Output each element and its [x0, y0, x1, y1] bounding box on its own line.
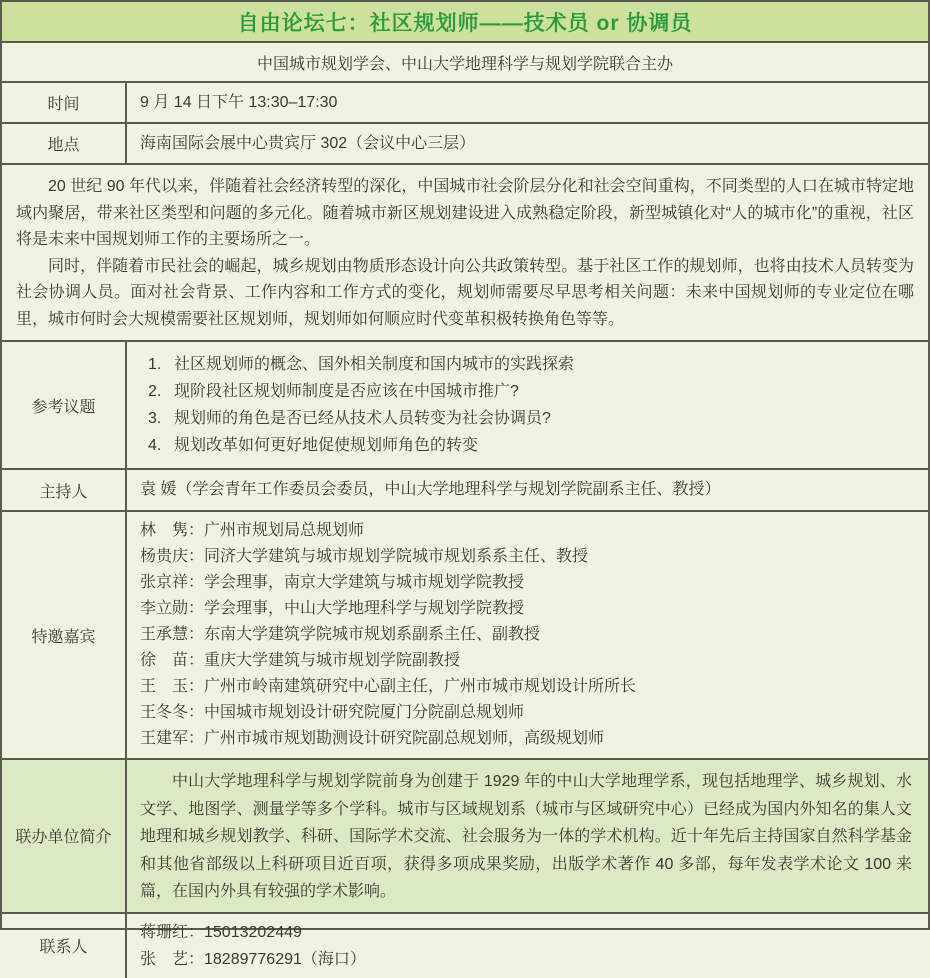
organizer-cell	[2, 43, 928, 81]
contact-item: 张 艺：18289776291（海口）	[140, 950, 366, 968]
host-label: 主持人	[2, 470, 127, 510]
guest-item: 王承慧：东南大学建筑学院城市规划系副系主任、副教授	[140, 626, 541, 643]
guests-label: 特邀嘉宾	[2, 512, 127, 758]
guest-item: 王冬冬：中国城市规划设计研究院厦门分院副总规划师	[140, 704, 525, 721]
guest-item: 王 玉：广州市岭南建筑研究中心副主任，广州市城市规划设计所所长	[140, 678, 637, 695]
contacts-row	[2, 914, 928, 978]
topic-text: 规划师的角色是否已经从技术人员转变为社会协调员?	[174, 410, 551, 427]
topic-text: 社区规划师的概念、国外相关制度和国内城市的实践探索	[174, 356, 575, 373]
org-intro-label: 联办单位简介	[2, 760, 127, 912]
page-title: 自由论坛七：社区规划师——技术员 or 协调员	[237, 11, 693, 35]
guests-row	[2, 512, 928, 760]
topic-text: 规划改革如何更好地促使规划师角色的转变	[174, 437, 479, 454]
guest-item: 林 隽：广州市规划局总规划师	[140, 522, 365, 539]
venue-value: 海南国际会展中心贵宾厅 302（会议中心三层）	[140, 134, 476, 152]
topic-number: 1.	[148, 356, 162, 373]
topics-row	[2, 342, 928, 470]
org-intro-cell	[127, 760, 928, 912]
topic-number: 2.	[148, 383, 162, 400]
time-value: 9 月 14 日下午 13:30–17:30	[140, 93, 338, 111]
intro-row	[2, 165, 928, 342]
guest-item: 王建军：广州市城市规划勘测设计研究院副总规划师，高级规划师	[140, 730, 605, 747]
contact-item: 蒋珊红：15013202449	[140, 923, 302, 941]
host-value: 袁 媛（学会青年工作委员会委员，中山大学地理科学与规划学院副系主任、教授）	[140, 481, 721, 498]
guests-list	[127, 512, 928, 758]
contacts-list	[127, 914, 928, 978]
guest-item: 徐 苗：重庆大学建筑与城市规划学院副教授	[140, 652, 461, 669]
host-row	[2, 470, 928, 512]
guest-item: 李立勋：学会理事，中山大学地理科学与规划学院教授	[140, 600, 525, 617]
org-intro-text: 中山大学地理科学与规划学院前身为创建于 1929 年的中山大学地理学系，现包括地理学、城乡规划、水文学、地图学、测量学等多个学科。城市与区域规划系（城市与区域研究中心）已经成为国内外知名的集人文地理和城乡规划教学、科研、国际学术交流、社会服务为一体的学术机构。近十年先后主持国家自然科学基金和其他省部级以上科研项目近百项，获得多项成果奖励，出版学术著作 40 多部，每年发表学术论文 100 来篇，在国内外具有较强的学术影响。	[140, 773, 912, 900]
topic-text: 现阶段社区规划师制度是否应该在中国城市推广?	[174, 383, 519, 400]
topics-label: 参考议题	[2, 342, 127, 468]
time-label: 时间	[2, 83, 127, 122]
time-row	[2, 83, 928, 124]
intro-paragraph-2: 同时，伴随着市民社会的崛起，城乡规划由物质形态设计向公共政策转型。基于社区工作的规划师，也将由技术人员转变为社会协调人员。面对社会背景、工作内容和工作方式的变化，规划师需要尽早思考相关问题：未来中国规划师的专业定位在哪里，城市何时会大规模需要社区规划师，规划师如何顺应时代变革积极转换角色等等。	[16, 257, 914, 328]
title-row	[2, 2, 928, 43]
organizer-row	[2, 43, 928, 83]
intro-cell	[2, 165, 928, 340]
topic-item	[148, 432, 912, 459]
contacts-label: 联系人	[2, 914, 127, 978]
venue-row	[2, 124, 928, 165]
intro-paragraph-1: 20 世纪 90 年代以来，伴随着社会经济转型的深化，中国城市社会阶层分化和社会空间重构，不同类型的人口在城市特定地域内聚居，带来社区类型和问题的多元化。随着城市新区规划建设进入成熟稳定阶段，新型城镇化对“人的城市化”的重视，社区将是未来中国规划师工作的主要场所之一。	[16, 178, 914, 248]
topic-number: 3.	[148, 410, 162, 427]
topic-item	[148, 378, 912, 405]
organizer-line: 中国城市规划学会、中山大学地理科学与规划学院联合主办	[256, 55, 673, 73]
topic-item	[148, 351, 912, 378]
guest-item: 张京祥：学会理事，南京大学建筑与城市规划学院教授	[140, 574, 525, 591]
topic-item	[148, 405, 912, 432]
org-intro-row	[2, 760, 928, 914]
topics-list	[127, 342, 928, 468]
title-cell	[2, 2, 928, 41]
venue-label: 地点	[2, 124, 127, 163]
topic-number: 4.	[148, 437, 162, 454]
guest-item: 杨贵庆：同济大学建筑与城市规划学院城市规划系系主任、教授	[140, 548, 589, 565]
